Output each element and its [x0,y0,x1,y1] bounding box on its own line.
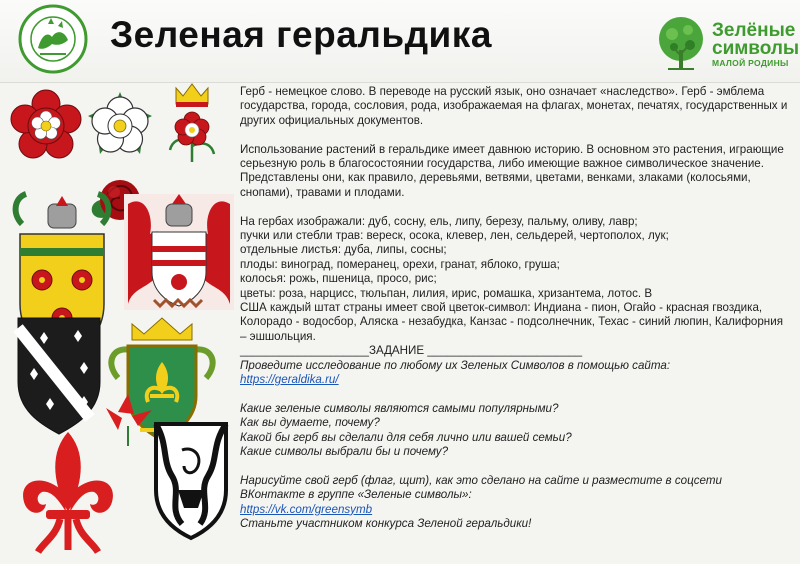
final-instruction-line2: ВКонтакте в группе «Зеленые символы»: [240,488,472,502]
white-rose-icon [88,92,152,154]
header [0,0,800,83]
task-heading: ____________________ЗАДАНИЕ ________________________ [240,344,583,358]
vk-group-link[interactable]: https://vk.com/greensymb [240,502,373,516]
article-text [240,85,792,532]
list-item: цветы: роза, нарцисс, тюльпан, лилия, ирис, ромашка, хризантема, лотос. В [240,286,653,300]
eco-center-logo [18,4,88,74]
logo-line3: МАЛОЙ РОДИНЫ [712,58,789,68]
list-item: На гербах изображали: дуб, сосну, ель, липу, березу, пальму, оливу, лавр; [240,214,638,228]
list-item: пучки или стебли трав: вереск, осока, клевер, лен, сельдерей, чертополох, лук; [240,229,669,243]
red-mantle-arms-icon [124,194,234,310]
green-symbols-logo [650,12,800,74]
usa-paragraph: США каждый штат страны имеет свой цветок-символ: Индиана - пион, Огайо - красная гвоздика, Колорадо - водосбор, Аляска - незабудка, Канзас - подсолнечник, Техас - синий люпин, Калифорния – эшшольция. [240,301,783,343]
tree-icon [650,12,712,74]
question-item: Какие зеленые символы являются самыми популярными? [240,401,559,415]
question-item: Какой бы герб вы сделали для себя лично или вашей семьи? [240,430,572,444]
page-title: Зеленая геральдика [110,14,492,55]
crowned-green-shield-icon [111,318,212,440]
question-item: Как вы думаете, почему? [240,416,380,430]
fleur-de-lis-shield-icon [18,318,100,434]
intro-paragraph: Герб - немецкое слово. В переводе на русский язык, оно означает «наследство». Герб - эмблема государства, города, сословия, рода, изображаемая на флагах, монетах, печатях, государственных и других официальных документов. [240,85,788,127]
logo-line1: Зелёные [712,20,796,41]
crowned-rose-icon [170,84,214,162]
geraldika-link[interactable]: https://geraldika.ru/ [240,373,339,387]
list-item: плоды: виноград, померанец, орехи, гранат, яблоко, груша; [240,257,560,271]
list-item: колосья: рожь, пшеница, просо, рис; [240,272,437,286]
logo-line2: символы [712,38,800,59]
red-fleur-de-lis-icon [23,432,113,552]
black-white-arms-icon [156,424,226,538]
plants-list [240,215,792,301]
tudor-rose-icon [11,90,81,158]
task-intro: Проведите исследование по любому их Зеленых Символов в помощью сайта: [240,358,671,372]
heraldry-collage [0,82,236,564]
list-item: отдельные листья: дуба, липы, сосны; [240,243,447,257]
history-paragraph: Использование растений в геральдике имеет давнюю историю. В основном это растения, играющие серьезную роль в благосостоянии государства, либо имеющие важное символическое значение. Представлены они, как правило, деревьями, ветвями, цветами, венками, злаками (колосьями, снопами), травами и плодами. [240,142,784,199]
final-cta: Станьте участником конкурса Зеленой геральдики! [240,517,532,531]
final-instruction-line1: Нарисуйте свой герб (флаг, щит), как это сделано на сайте и разместите в соцсети [240,473,722,487]
question-item: Какие символы выбрали бы и почему? [240,445,449,459]
